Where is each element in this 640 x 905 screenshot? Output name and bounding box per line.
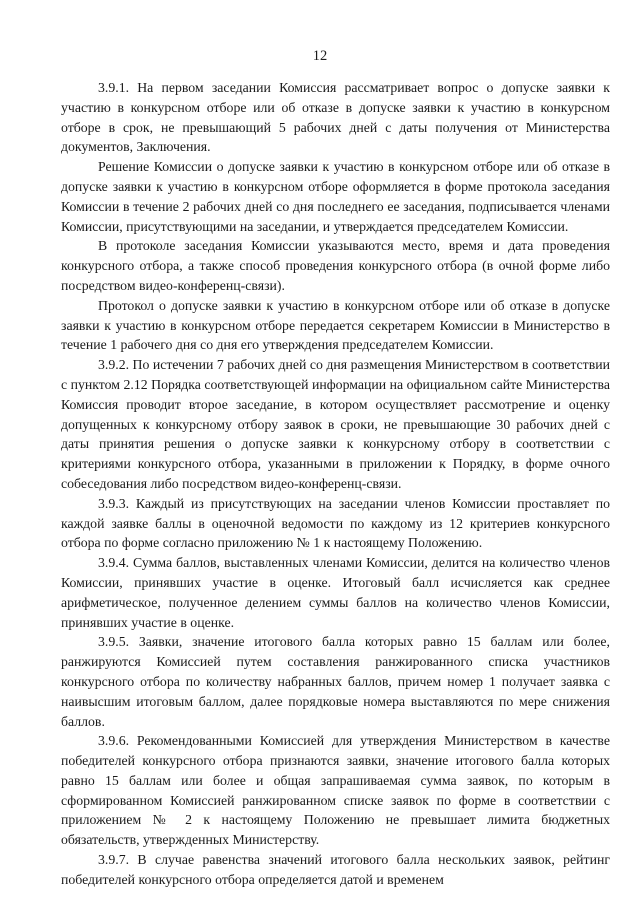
paragraph-decision-protocol: Решение Комиссии о допуске заявки к участию в конкурсном отборе или об отказе в допуске заявки к участию в конкурсном отборе оформляется в форме протокола заседания Комиссии в течение 2 рабочих дней со дня последнего ее заседания, подписывается членами Комиссии, присутствующими на заседании, и утверждается председателем Комиссии. [61, 159, 610, 234]
paragraph-3-9-1: 3.9.1. На первом заседании Комиссия рассматривает вопрос о допуске заявки к участию в конкурсном отборе или об отказе в допуске заявки к участию в конкурсном отборе в срок, не превышающий 5 рабочих дней с даты получения от Министерства документов, Заключения. [61, 80, 610, 155]
document-body [61, 78, 610, 890]
paragraph-3-9-3: 3.9.3. Каждый из присутствующих на заседании членов Комиссии проставляет по каждой заявке баллы в оценочной ведомости по каждому из 12 критериев конкурсного отбора по форме согласно приложению № 1 к настоящему Положению. [61, 495, 610, 551]
page-number: 12 [312, 48, 328, 64]
paragraph-3-9-2: 3.9.2. По истечении 7 рабочих дней со дня размещения Министерством в соответствии с пунктом 2.12 Порядка соответствующей информации на официальном сайте Министерства Комиссия проводит второе заседание, в котором осуществляет рассмотрение и оценку допущенных к конкурсному отбору заявок в сроки, не превышающие 30 рабочих дней с даты принятия решения о допуске заявки к конкурсному отбору в соответствии с критериями конкурсного отбора, указанными в приложении к Порядку, в форме очного собеседования либо посредством видео-конференц-связи. [61, 357, 610, 491]
paragraph-3-9-5: 3.9.5. Заявки, значение итогового балла которых равно 15 баллам или более, ранжируются Комиссией путем составления ранжированного списка участников конкурсного отбора по количеству набранных баллов, причем номер 1 получает заявка с наивысшим итоговым баллом, далее порядковые номера выставляются по мере снижения баллов. [61, 634, 610, 729]
paragraph-protocol-transfer: Протокол о допуске заявки к участию в конкурсном отборе или об отказе в допуске заявки к участию в конкурсном отборе передается секретарем Комиссии в Министерство в течение 1 рабочего дня со дня его утверждения председателем Комиссии. [61, 297, 610, 353]
paragraph-3-9-4: 3.9.4. Сумма баллов, выставленных членами Комиссии, делится на количество членов Комиссии, принявших участие в оценке. Итоговый балл исчисляется как среднее арифметическое, полученное делением суммы баллов на количество членов Комиссии, принявших участие в оценке. [61, 555, 610, 630]
paragraph-protocol-contents: В протоколе заседания Комиссии указываются место, время и дата проведения конкурсного отбора, а также способ проведения конкурсного отбора (в очной форме либо посредством видео-конференц-связи). [61, 238, 610, 293]
paragraph-3-9-7: 3.9.7. В случае равенства значений итогового балла нескольких заявок, рейтинг победителей конкурсного отбора определяется датой и временем [61, 852, 610, 887]
paragraph-3-9-6: 3.9.6. Рекомендованными Комиссией для утверждения Министерством в качестве победителей конкурсного отбора признаются заявки, значение итогового балла которых равно 15 баллам или более и общая запрашиваемая сумма заявок, по которым в сформированном Комиссией ранжированном списке заявок по форме в соответствии с приложением № 2 к настоящему Положению не превышает лимита бюджетных обязательств, утвержденных Министерству. [61, 733, 610, 848]
